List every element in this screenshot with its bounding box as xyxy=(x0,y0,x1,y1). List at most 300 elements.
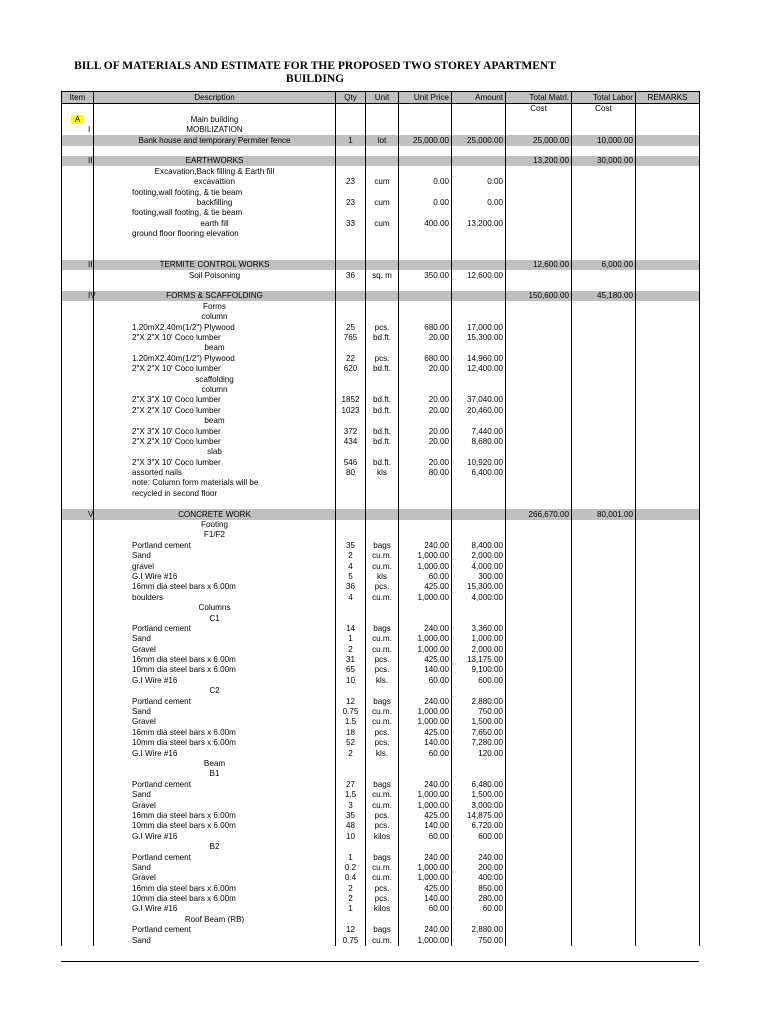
unit-cell: kls. xyxy=(375,748,389,758)
column-subheader-row xyxy=(62,104,700,115)
description-cell: Bank house and temporary Permiter fence xyxy=(138,135,291,145)
description-cell: MOBILIZATION xyxy=(186,125,243,135)
table-body xyxy=(62,114,700,945)
description-cell: Forms xyxy=(203,301,226,311)
qty-cell: 372 xyxy=(343,426,358,436)
unit-cell: bd.ft. xyxy=(373,436,391,446)
description-cell: Soil Poisoning xyxy=(188,270,241,280)
table-row xyxy=(62,883,700,893)
description-cell: 10mm dia steel bars x 6.00m xyxy=(132,738,236,748)
amount-cell: 25,000.00 xyxy=(466,135,503,145)
unit-cell: bags xyxy=(373,852,391,862)
description-cell: Sand xyxy=(132,790,151,800)
table-row xyxy=(62,333,700,343)
table-row xyxy=(62,229,700,239)
table-row xyxy=(62,707,700,717)
section-row xyxy=(62,156,700,166)
description-cell: 2"X 2"X 10' Coco lumber xyxy=(132,364,221,374)
qty-cell: 33 xyxy=(345,218,355,228)
unit-cell: bags xyxy=(373,696,391,706)
amount-cell: 12,400.00 xyxy=(466,364,503,374)
unit-cell: kls. xyxy=(375,675,389,685)
unit-cell: cu.m. xyxy=(372,935,392,945)
description-cell: TERMITE CONTROL WORKS xyxy=(159,260,270,270)
description-cell: 10mm dia steel bars x 6.00m xyxy=(132,821,236,831)
qty-cell: 5 xyxy=(348,571,353,581)
unit-price-cell: 25,000.00 xyxy=(412,135,449,145)
table-row xyxy=(62,437,700,447)
section-row xyxy=(62,135,700,145)
amount-cell: 2,880.00 xyxy=(471,925,503,935)
description-cell: Portland cement xyxy=(132,540,191,550)
unit-price-cell: 20.00 xyxy=(428,436,449,446)
item-cell: III xyxy=(88,260,95,270)
labor-cost-cell: 80,001.00 xyxy=(596,509,633,519)
unit-price-cell: 1,000.00 xyxy=(417,790,449,800)
description-cell: Beam xyxy=(203,759,226,768)
qty-cell: 23 xyxy=(345,177,355,187)
unit-price-cell: 1,000.00 xyxy=(417,644,449,654)
description-cell: Main building xyxy=(190,114,239,124)
unit-cell: kls xyxy=(377,468,387,478)
description-cell: boulders xyxy=(132,592,164,602)
table-row xyxy=(62,738,700,748)
table-row xyxy=(62,904,700,914)
amount-cell: 300.00 xyxy=(478,571,503,581)
qty-cell: 12 xyxy=(345,925,355,935)
qty-cell: 1 xyxy=(348,852,353,862)
item-cell: II xyxy=(88,156,93,166)
amount-cell: 13,200.00 xyxy=(466,218,503,228)
table-row xyxy=(62,426,700,436)
amount-cell: 8,400.00 xyxy=(471,540,503,550)
unit-price-cell: 350.00 xyxy=(424,270,449,280)
description-cell: Portland cement xyxy=(132,623,191,633)
description-cell: 16mm dia steel bars x 6.00m xyxy=(132,883,236,893)
qty-cell: 48 xyxy=(345,821,355,831)
description-cell: G.I Wire #16 xyxy=(132,831,178,841)
amount-cell: 17,000.00 xyxy=(466,322,503,332)
amount-cell: 240.00 xyxy=(478,852,503,862)
unit-price-cell: 20.00 xyxy=(428,405,449,415)
qty-cell: 0.75 xyxy=(342,707,359,717)
qty-cell: 3 xyxy=(348,800,353,810)
column-header: Item xyxy=(62,92,94,104)
description-cell: note: Column form materials will be xyxy=(132,478,259,488)
qty-cell: 1 xyxy=(348,634,353,644)
table-row xyxy=(62,551,700,561)
description-cell: beam xyxy=(204,343,225,353)
unit-price-cell: 1,000.00 xyxy=(417,717,449,727)
column-header-row xyxy=(62,92,700,104)
amount-cell: 15,300.00 xyxy=(466,582,503,592)
unit-cell: pcs. xyxy=(374,727,390,737)
unit-cell: cu.m. xyxy=(372,717,392,727)
description-cell: 2"X 2"X 10' Coco lumber xyxy=(132,436,221,446)
qty-cell: 12 xyxy=(345,696,355,706)
unit-price-cell: 20.00 xyxy=(428,426,449,436)
description-cell: Gravel xyxy=(132,873,156,883)
item-cell: A xyxy=(71,115,84,124)
unit-price-cell: 240.00 xyxy=(424,779,449,789)
qty-cell: 10 xyxy=(345,831,355,841)
table-row xyxy=(62,166,700,176)
unit-cell: cu.m. xyxy=(372,592,392,602)
unit-price-cell: 20.00 xyxy=(428,457,449,467)
description-cell: CONCRETE WORK xyxy=(178,509,251,519)
unit-cell: cu.m. xyxy=(372,790,392,800)
description-cell: 10mm dia steel bars x 6.00m xyxy=(132,665,236,675)
amount-cell: 1,500.00 xyxy=(471,790,503,800)
unit-price-cell: 80.00 xyxy=(428,468,449,478)
description-cell: backfilling xyxy=(196,197,233,207)
unit-cell: pcs. xyxy=(374,353,390,363)
qty-cell: 31 xyxy=(345,655,355,665)
description-cell: FORMS & SCAFFOLDING xyxy=(166,291,263,301)
amount-cell: 1,000.00 xyxy=(471,634,503,644)
unit-price-cell: 20.00 xyxy=(428,332,449,342)
description-cell: Portland cement xyxy=(132,852,191,862)
description-cell: C1 xyxy=(209,613,220,623)
description-cell: Sand xyxy=(132,707,151,717)
description-cell: 16mm dia steel bars x 6.00m xyxy=(132,810,236,820)
amount-cell: 6,480.00 xyxy=(471,779,503,789)
unit-price-cell: 425.00 xyxy=(424,883,449,893)
unit-cell: bd.ft. xyxy=(373,405,391,415)
unit-price-cell: 1,000.00 xyxy=(417,561,449,571)
unit-price-cell: 240.00 xyxy=(424,852,449,862)
unit-cell: cum xyxy=(374,197,390,207)
column-header: REMARKS xyxy=(636,92,700,104)
table-row xyxy=(62,270,700,280)
unit-cell: kls xyxy=(377,571,387,581)
column-subheader xyxy=(636,104,700,115)
unit-cell: pcs. xyxy=(374,894,390,904)
description-cell: Sand xyxy=(132,862,151,872)
table-row xyxy=(62,634,700,644)
description-cell: earth fill xyxy=(200,218,229,228)
column-header: Amount xyxy=(452,92,506,104)
qty-cell: 35 xyxy=(345,810,355,820)
bottom-rule xyxy=(61,961,699,962)
table-row xyxy=(62,447,700,457)
qty-cell: 10 xyxy=(345,675,355,685)
description-cell: 2"X 2"X 10' Coco lumber xyxy=(132,405,221,415)
table-row xyxy=(62,520,700,530)
labor-cost-cell: 6,000.00 xyxy=(601,260,633,270)
table-row xyxy=(62,364,700,374)
unit-price-cell: 425.00 xyxy=(424,727,449,737)
description-cell: Portland cement xyxy=(132,779,191,789)
table-row xyxy=(62,748,700,758)
section-row xyxy=(62,291,700,301)
description-cell: Gravel xyxy=(132,800,156,810)
amount-cell: 14,960.00 xyxy=(466,353,503,363)
unit-cell: cu.m. xyxy=(372,634,392,644)
table-row xyxy=(62,218,700,228)
description-cell: Sand xyxy=(132,634,151,644)
qty-cell: 546 xyxy=(343,457,358,467)
qty-cell: 0.2 xyxy=(344,862,357,872)
qty-cell: 27 xyxy=(345,779,355,789)
table-row xyxy=(62,831,700,841)
table-row xyxy=(62,249,700,259)
unit-price-cell: 1,000.00 xyxy=(417,873,449,883)
table-row xyxy=(62,468,700,478)
unit-price-cell: 0.00 xyxy=(433,197,449,207)
description-cell: ground floor flooring elevation xyxy=(132,229,239,239)
amount-cell: 280.00 xyxy=(478,894,503,904)
description-cell: 16mm dia steel bars x 6.00m xyxy=(132,582,236,592)
table-row xyxy=(62,374,700,384)
unit-price-cell: 680.00 xyxy=(424,353,449,363)
unit-price-cell: 400.00 xyxy=(424,218,449,228)
description-cell: 1.20mX2.40m(1/2") Plywood xyxy=(132,353,235,363)
column-subheader xyxy=(94,104,336,115)
column-subheader xyxy=(399,104,452,115)
labor-cost-cell: 45,180.00 xyxy=(596,291,633,301)
unit-cell: lot xyxy=(377,135,387,145)
table-row xyxy=(62,717,700,727)
table-row xyxy=(62,935,700,945)
table-row xyxy=(62,499,700,509)
qty-cell: 14 xyxy=(345,623,355,633)
column-header: Unit Price xyxy=(399,92,452,104)
qty-cell: 52 xyxy=(345,738,355,748)
labor-cost-cell: 10,000.00 xyxy=(596,135,633,145)
table-row xyxy=(62,322,700,332)
material-cost-cell: 13,200.00 xyxy=(532,156,569,166)
table-row xyxy=(62,208,700,218)
unit-cell: pcs. xyxy=(374,582,390,592)
description-cell: 10mm dia steel bars x 6.00m xyxy=(132,894,236,904)
amount-cell: 8,680.00 xyxy=(471,436,503,446)
column-subheader xyxy=(366,104,399,115)
unit-price-cell: 425.00 xyxy=(424,655,449,665)
column-subheader: Cost xyxy=(506,104,572,115)
column-header: Qty xyxy=(336,92,366,104)
qty-cell: 36 xyxy=(345,270,355,280)
unit-cell: pcs. xyxy=(374,665,390,675)
unit-price-cell: 680.00 xyxy=(424,322,449,332)
table-row xyxy=(62,239,700,249)
unit-price-cell: 240.00 xyxy=(424,540,449,550)
qty-cell: 765 xyxy=(343,332,358,342)
qty-cell: 4 xyxy=(348,561,353,571)
unit-cell: bd.ft. xyxy=(373,426,391,436)
qty-cell: 620 xyxy=(343,364,358,374)
material-cost-cell: 266,670.00 xyxy=(528,509,569,519)
description-cell: Portland cement xyxy=(132,925,191,935)
amount-cell: 4,000.00 xyxy=(471,592,503,602)
table-row xyxy=(62,696,700,706)
table-row xyxy=(62,125,700,135)
amount-cell: 750.00 xyxy=(478,707,503,717)
unit-cell: cu.m. xyxy=(372,561,392,571)
unit-cell: bd.ft. xyxy=(373,364,391,374)
unit-cell: cu.m. xyxy=(372,873,392,883)
qty-cell: 1.5 xyxy=(344,790,357,800)
description-cell: Roof Beam (RB) xyxy=(184,914,245,924)
column-header: Description xyxy=(94,92,336,104)
unit-price-cell: 425.00 xyxy=(424,810,449,820)
amount-cell: 200.00 xyxy=(478,862,503,872)
table-row xyxy=(62,187,700,197)
amount-cell: 13,175.00 xyxy=(466,655,503,665)
material-cost-cell: 25,000.00 xyxy=(532,135,569,145)
unit-price-cell: 140.00 xyxy=(424,894,449,904)
unit-price-cell: 60.00 xyxy=(428,831,449,841)
description-cell: recycled in second floor xyxy=(132,488,218,498)
unit-price-cell: 1,000.00 xyxy=(417,935,449,945)
table-row xyxy=(62,727,700,737)
unit-cell: kilos xyxy=(373,831,391,841)
unit-price-cell: 20.00 xyxy=(428,364,449,374)
unit-price-cell: 1,000.00 xyxy=(417,592,449,602)
qty-cell: 0.4 xyxy=(344,873,357,883)
unit-cell: cu.m. xyxy=(372,862,392,872)
unit-price-cell: 140.00 xyxy=(424,738,449,748)
unit-cell: bags xyxy=(373,925,391,935)
table-row xyxy=(62,353,700,363)
table-row xyxy=(62,779,700,789)
qty-cell: 434 xyxy=(343,436,358,446)
unit-price-cell: 140.00 xyxy=(424,665,449,675)
unit-cell: bags xyxy=(373,540,391,550)
amount-cell: 7,440.00 xyxy=(471,426,503,436)
unit-cell: cum xyxy=(374,177,390,187)
amount-cell: 7,280.00 xyxy=(471,738,503,748)
amount-cell: 14,875.00 xyxy=(466,810,503,820)
unit-price-cell: 60.00 xyxy=(428,571,449,581)
amount-cell: 2,880.00 xyxy=(471,696,503,706)
unit-price-cell: 240.00 xyxy=(424,925,449,935)
amount-cell: 6,720.00 xyxy=(471,821,503,831)
table-header xyxy=(62,92,700,115)
table-row xyxy=(62,530,700,540)
table-row xyxy=(62,177,700,187)
qty-cell: 36 xyxy=(345,582,355,592)
unit-cell: bags xyxy=(373,623,391,633)
unit-price-cell: 140.00 xyxy=(424,821,449,831)
description-cell: excavattion xyxy=(194,177,235,187)
table-row xyxy=(62,343,700,353)
amount-cell: 4,000.00 xyxy=(471,561,503,571)
table-row xyxy=(62,790,700,800)
description-cell: Gravel xyxy=(132,717,156,727)
description-cell: footing,wall footing, & tie beam xyxy=(132,208,243,218)
unit-price-cell: 240.00 xyxy=(424,696,449,706)
description-cell: footing,wall footing, & tie beam xyxy=(132,187,243,197)
unit-cell: cu.m. xyxy=(372,800,392,810)
labor-cost-cell: 30,000.00 xyxy=(596,156,633,166)
description-cell: 16mm dia steel bars x 6.00m xyxy=(132,727,236,737)
column-header: Total Matrl. xyxy=(506,92,572,104)
qty-cell: 2 xyxy=(348,551,353,561)
qty-cell: 2 xyxy=(348,894,353,904)
description-cell: gravel xyxy=(132,561,155,571)
description-cell: 16mm dia steel bars x 6.00m xyxy=(132,655,236,665)
description-cell: G.I Wire #16 xyxy=(132,904,178,914)
unit-cell: sq. m xyxy=(372,270,392,280)
qty-cell: 35 xyxy=(345,540,355,550)
amount-cell: 400.00 xyxy=(478,873,503,883)
amount-cell: 600.00 xyxy=(478,675,503,685)
column-subheader: Cost xyxy=(572,104,636,115)
table-row xyxy=(62,395,700,405)
table-row xyxy=(62,811,700,821)
table-row xyxy=(62,572,700,582)
table-row xyxy=(62,416,700,426)
description-cell: scaffolding xyxy=(195,374,234,384)
description-cell: G.I Wire #16 xyxy=(132,675,178,685)
unit-cell: bags xyxy=(373,779,391,789)
unit-price-cell: 60.00 xyxy=(428,748,449,758)
table-row xyxy=(62,852,700,862)
table-row xyxy=(62,686,700,696)
table-row xyxy=(62,478,700,488)
material-cost-cell: 12,600.00 xyxy=(532,260,569,270)
table-row xyxy=(62,198,700,208)
table-row xyxy=(62,665,700,675)
unit-price-cell: 1,000.00 xyxy=(417,862,449,872)
description-cell: column xyxy=(201,384,228,394)
qty-cell: 2 xyxy=(348,883,353,893)
qty-cell: 80 xyxy=(345,468,355,478)
column-header: Total Labor xyxy=(572,92,636,104)
description-cell: 2"X 3"X 10' Coco lumber xyxy=(132,457,221,467)
table-row xyxy=(62,561,700,571)
table-row xyxy=(62,405,700,415)
table-row xyxy=(62,582,700,592)
unit-cell: pcs. xyxy=(374,883,390,893)
unit-cell: cu.m. xyxy=(372,551,392,561)
qty-cell: 2 xyxy=(348,644,353,654)
amount-cell: 0.00 xyxy=(487,177,503,187)
column-header: Unit xyxy=(366,92,399,104)
unit-cell: cu.m. xyxy=(372,707,392,717)
unit-cell: pcs. xyxy=(374,322,390,332)
section-row xyxy=(62,260,700,270)
table-row xyxy=(62,914,700,924)
unit-cell: bd.ft. xyxy=(373,395,391,405)
description-cell: column xyxy=(201,312,228,322)
description-cell: Footing xyxy=(201,520,228,530)
table-row xyxy=(62,759,700,769)
qty-cell: 65 xyxy=(345,665,355,675)
table-row xyxy=(62,603,700,613)
description-cell: 2"X 3"X 10' Coco lumber xyxy=(132,426,221,436)
item-cell: I xyxy=(88,125,91,135)
description-cell: Columns xyxy=(198,603,231,613)
description-cell: Gravel xyxy=(132,644,156,654)
qty-cell: 18 xyxy=(345,727,355,737)
unit-price-cell: 60.00 xyxy=(428,904,449,914)
table-row xyxy=(62,488,700,498)
column-subheader xyxy=(336,104,366,115)
description-cell: B1 xyxy=(209,769,220,779)
unit-cell: pcs. xyxy=(374,810,390,820)
table-row xyxy=(62,873,700,883)
column-subheader xyxy=(452,104,506,115)
qty-cell: 1852 xyxy=(341,395,360,405)
table-row xyxy=(62,675,700,685)
unit-cell: cu.m. xyxy=(372,644,392,654)
description-cell: G.I Wire #16 xyxy=(132,748,178,758)
qty-cell: 1 xyxy=(348,904,353,914)
description-cell: assorted nails xyxy=(132,468,182,478)
description-cell: B2 xyxy=(209,842,220,852)
